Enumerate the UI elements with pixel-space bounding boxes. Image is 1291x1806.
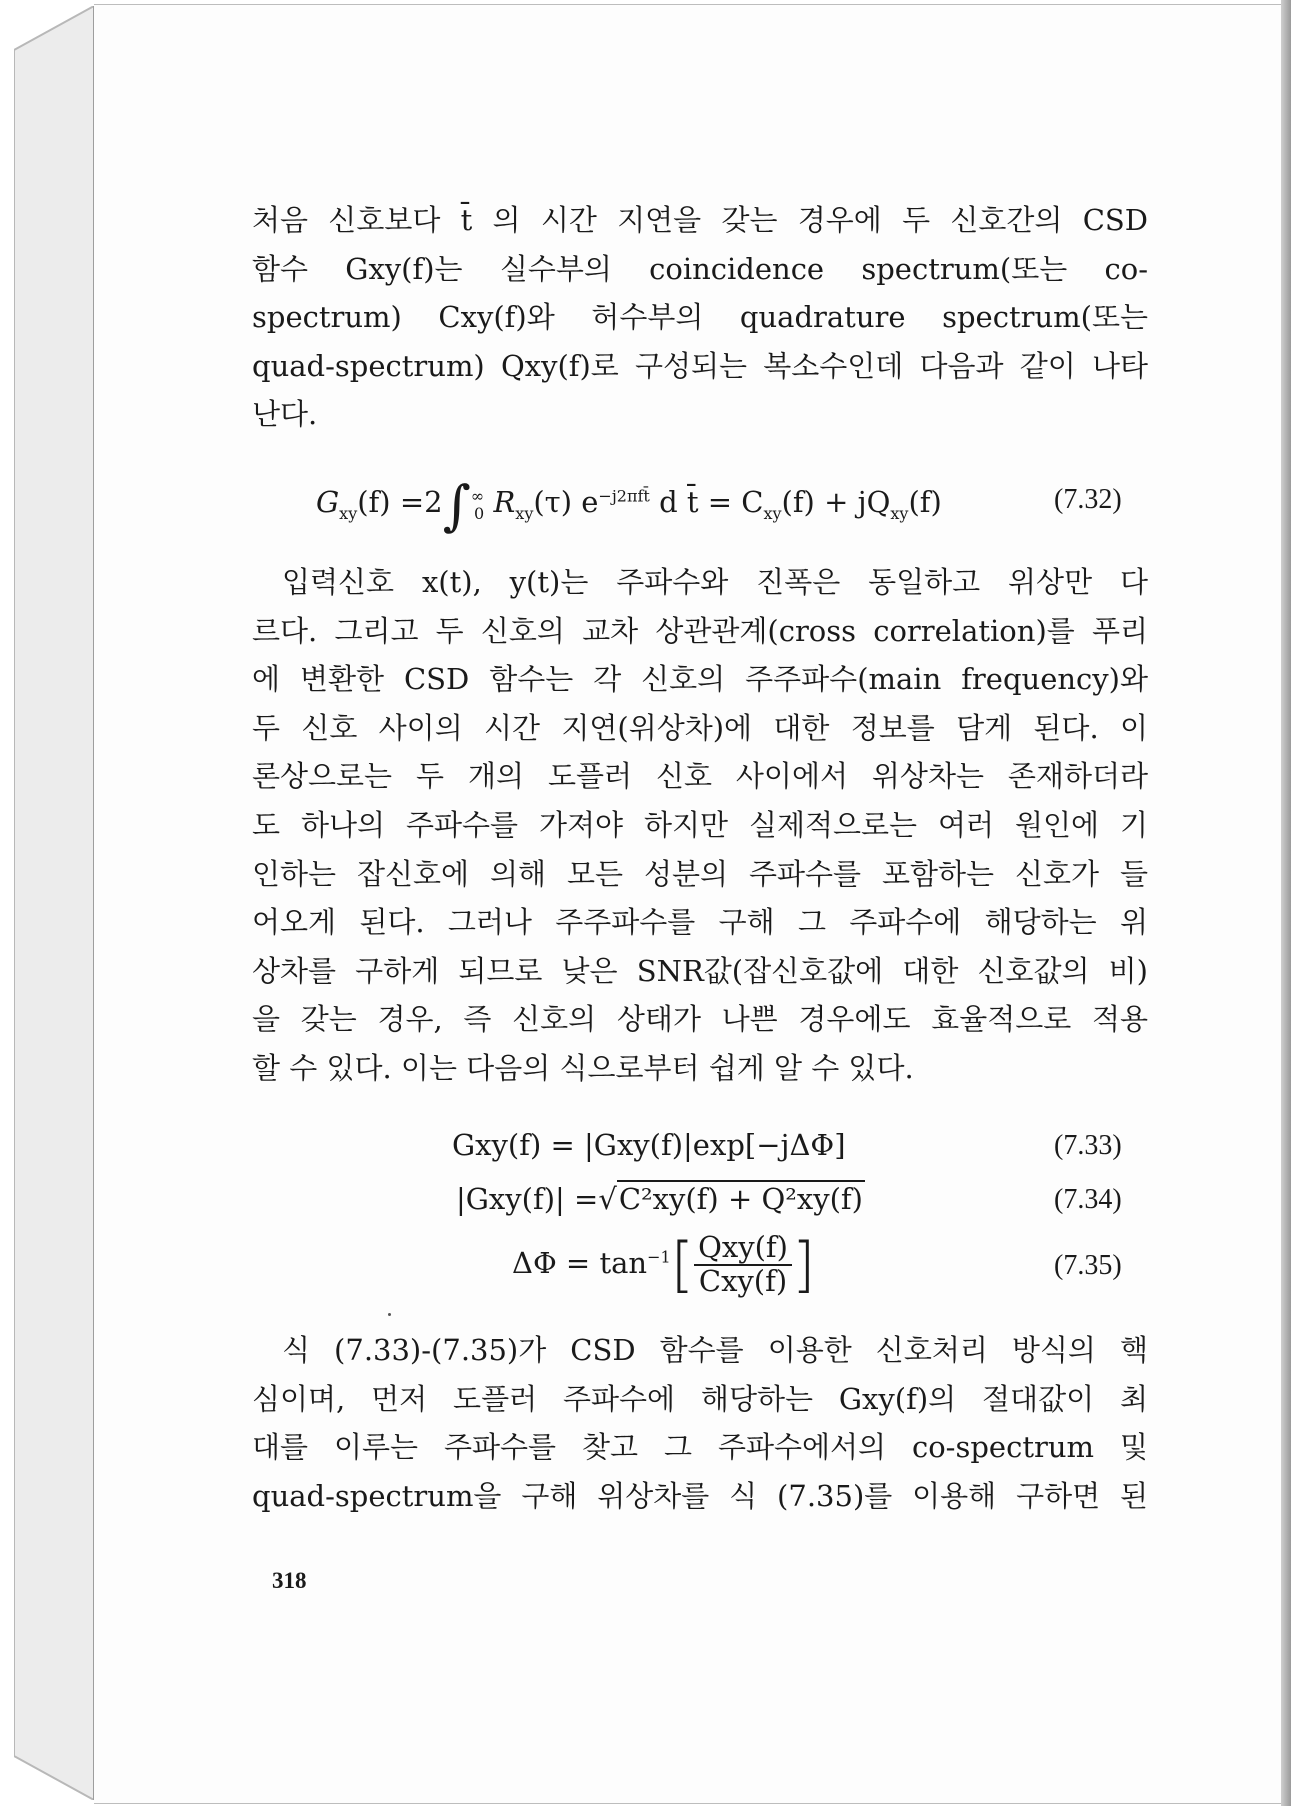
paragraph-1 [252, 196, 1148, 439]
eq-subscript: xy [515, 503, 534, 523]
text-line: 인하는 잡신호에 의해 모든 성분의 주파수를 포함하는 신호가 들 [252, 856, 1148, 891]
integral-sign: ∫ [442, 474, 471, 537]
eq-text: |Gxy(f)| = [456, 1182, 599, 1216]
text-line: 에 변환한 CSD 함수는 각 신호의 주주파수(main frequency)와 [252, 662, 1148, 697]
eq-text: (f) + jQ [781, 485, 891, 519]
eq-text: (f) [908, 485, 942, 519]
text-line: 입력신호 x(t), y(t)는 주파수와 진폭은 동일하고 위상만 다 [282, 565, 1148, 599]
eq-symbol: G [316, 485, 340, 519]
text-line: 심이며, 먼저 도플러 주파수에 해당하는 Gxy(f)의 절대값이 최 [252, 1381, 1148, 1416]
eq-subscript: xy [339, 503, 358, 523]
text-line: spectrum) Cxy(f)와 허수부의 quadrature spectrum(또는 [252, 300, 1148, 335]
equation-number: (7.33) [1054, 1130, 1122, 1161]
text-line: 처음 신호보다 t̄ 의 시간 지연을 갖는 경우에 두 신호간의 CSD [252, 203, 1148, 237]
equation-7-32 [316, 474, 942, 537]
text-line: 함수 Gxy(f)는 실수부의 coincidence spectrum(또는 co- [252, 251, 1148, 286]
text-line: 식 (7.33)-(7.35)가 CSD 함수를 이용한 신호처리 방식의 핵 [282, 1333, 1148, 1367]
text-line: 르다. 그리고 두 신호의 교차 상관관계(cross correlation)를 푸리 [252, 613, 1148, 648]
text-line: 할 수 있다. 이는 다음의 식으로부터 쉽게 알 수 있다. [252, 1050, 914, 1085]
text-line: 상차를 구하게 되므로 낮은 SNR값(잡신호값에 대한 신호값의 비) [252, 953, 1148, 988]
text-line: 도 하나의 주파수를 가져야 하지만 실제적으로는 여러 원인에 기 [252, 807, 1148, 842]
equation-number: (7.35) [1054, 1250, 1122, 1281]
paragraph-2 [252, 558, 1148, 1093]
eq-exponent: −j2πft̄ [598, 486, 650, 506]
text-line: 어오게 된다. 그러나 주주파수를 구해 그 주파수에 해당하는 위 [252, 905, 1148, 940]
text-line: 두 신호 사이의 시간 지연(위상차)에 대한 정보를 담게 된다. 이 [252, 710, 1148, 745]
text-line: 난다. [252, 397, 318, 432]
text-line: quad-spectrum) Qxy(f)로 구성되는 복소수인데 다음과 같이 나타 [252, 348, 1148, 383]
text-line: 론상으로는 두 개의 도플러 신호 사이에서 위상차는 존재하더라 [252, 759, 1148, 794]
eq-subscript: xy [890, 503, 909, 523]
page-right-edge [1281, 0, 1291, 1806]
eq-symbol: R [493, 485, 516, 519]
paragraph-3 [252, 1326, 1148, 1520]
left-bracket: [ [670, 1230, 695, 1300]
text-line: quad-spectrum을 구해 위상차를 식 (7.35)를 이용해 구하면 된 [252, 1478, 1148, 1513]
eq-text: (f) =2 [357, 485, 443, 519]
sqrt-sign: √ [598, 1182, 617, 1216]
print-speck [388, 1313, 391, 1316]
fraction-numerator: Qxy(f) [694, 1232, 792, 1266]
text-line: 을 갖는 경우, 즉 신호의 상태가 나쁜 경우에도 효율적으로 적용 [252, 1002, 1148, 1037]
eq-exponent: −1 [647, 1247, 671, 1267]
equation-7-33: Gxy(f) = |Gxy(f)|exp[−jΔΦ] [452, 1128, 846, 1162]
fraction-denominator: Cxy(f) [698, 1264, 788, 1298]
eq-upper-limit: ∞ [470, 486, 485, 506]
equation-7-35 [512, 1230, 815, 1300]
right-bracket: ] [791, 1230, 816, 1300]
equation-number: (7.32) [1054, 484, 1122, 515]
eq-radicand: C²xy(f) + Q²xy(f) [618, 1182, 863, 1216]
eq-lower-limit: 0 [474, 503, 485, 523]
equation-7-34 [456, 1180, 865, 1216]
eq-text: d t̄ = C [659, 485, 764, 519]
eq-text: (τ) e [533, 485, 599, 519]
book-spine-edge [14, 6, 94, 1800]
eq-text: ΔΦ = tan [512, 1246, 648, 1280]
equation-number: (7.34) [1054, 1184, 1122, 1215]
eq-subscript: xy [763, 503, 782, 523]
page-number: 318 [272, 1568, 307, 1593]
text-line: 대를 이루는 주파수를 찾고 그 주파수에서의 co-spectrum 및 [252, 1430, 1148, 1465]
fraction [694, 1232, 792, 1298]
